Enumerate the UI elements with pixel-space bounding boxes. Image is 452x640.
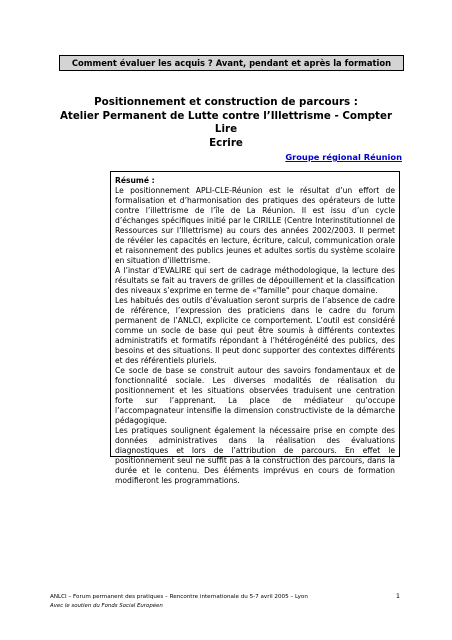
group-link[interactable]: Groupe régional Réunion	[285, 152, 402, 162]
summary-paragraph: Les pratiques soulignent également la nécessaire prise en compte des données administratives dans la réalisation des évaluations diagnostiques et lors de l’attribution de parcours. En effet le positionnement seul ne suffit pas à la construction des parcours, dans la durée et le contenu. Des éléments imprévus en cours de formation modifieront les programmations.	[115, 426, 395, 485]
section-banner: Comment évaluer les acquis ? Avant, pendant et après la formation	[59, 55, 404, 71]
page-number: 1	[395, 592, 400, 600]
document-title	[50, 96, 402, 150]
summary-content	[115, 176, 395, 486]
footer-text: ANLCI – Forum permanent des pratiques – Rencontre internationale du 5-7 avril 2005 – Lyon	[50, 594, 308, 600]
footer-subtext: Avec le soutien du Fonds Social Européen	[50, 603, 163, 609]
title-line-3: Ecrire	[209, 136, 243, 149]
summary-paragraph: A l’instar d’EVALIRE qui sert de cadrage méthodologique, la lecture des résultats se fait au travers de grilles de dépouillement et la classification des niveaux s’exprime en terme de «"famille" pour chaque domaine.	[115, 266, 395, 295]
summary-heading: Résumé :	[115, 176, 155, 185]
title-line-1: Positionnement et construction de parcours :	[94, 96, 358, 108]
summary-paragraph: Les habitués des outils d’évaluation seront surpris de l’absence de cadre de référence, l’expression des praticiens dans le cadre du forum permanent de l’ANLCI, explicite ce comportement. L’outil est considéré comme un socle de base qui peut être soumis à différents contextes administratifs et formatifs répondant à l’hétérogénéité des publics, des besoins et des situations. Il peut donc supporter des contextes différents et des référentiels pluriels.	[115, 296, 395, 365]
summary-paragraph: Le positionnement APLI-CLE-Réunion est le résultat d’un effort de formalisation et d’harmonisation des pratiques des opérateurs de lutte contre l’illettrisme de l’île de La Réunion. Il est issu d’un cycle d’échanges spécifiques initié par le CIRILLE (Centre Interinstitutionnel de Ressources sur l’Illettrisme) au cours des années 2002/2003. Il permet de révéler les capacités en lecture, écriture, calcul, communication orale et raisonnement des publics jeunes et adultes sortis du système scolaire en situation d’illettrisme.	[115, 186, 395, 265]
summary-paragraph: Ce socle de base se construit autour des savoirs fondamentaux et de fonctionnalité sociale. Les diverses modalités de réalisation du positionnement et les situations observées traduisent une centration forte sur l’apprenant. La place de médiateur qu’occupe l’accompagnateur intensifie la dimension constructiviste de la démarche pédagogique.	[115, 366, 395, 425]
title-line-2: Atelier Permanent de Lutte contre l’Illettrisme - Compter Lire	[59, 109, 393, 135]
